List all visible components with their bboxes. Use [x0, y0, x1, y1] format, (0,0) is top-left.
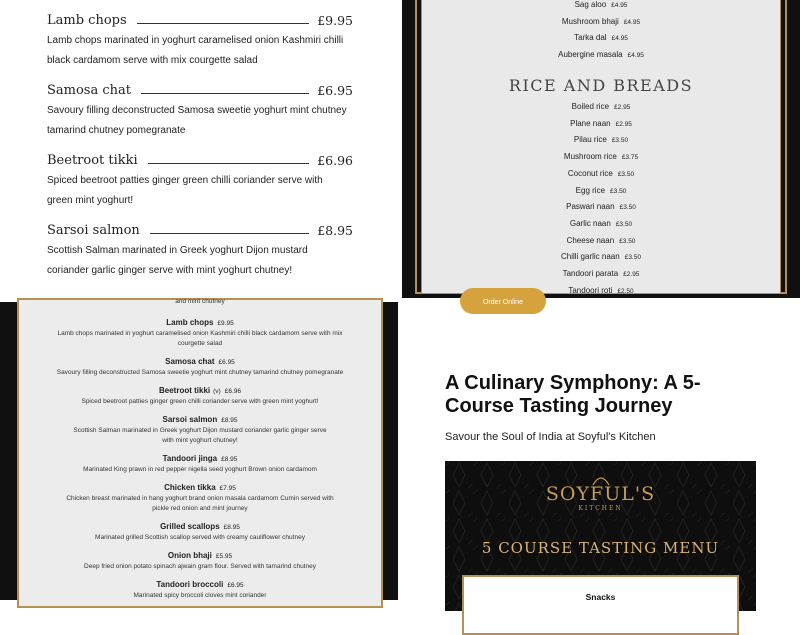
item-name: Mushroom bhaji: [561, 16, 619, 26]
item-price: £3.50: [624, 254, 641, 262]
course-label: Snacks: [585, 592, 616, 602]
vegetarian-tag: (v): [213, 388, 221, 395]
menu-item: [19, 580, 381, 601]
item-name: Chilli garlic naan: [561, 252, 620, 262]
logo: [445, 475, 756, 512]
order-online-button[interactable]: Order Online: [460, 288, 546, 314]
article-title: A Culinary Symphony: A 5-Course Tasting Journey: [445, 372, 701, 417]
menu-item: [19, 522, 381, 543]
sides-list: [422, 0, 780, 64]
menu-item-description: Deep fried onion potato spinach ajwain gram flour. Served with tamarind chutney: [84, 563, 316, 570]
item-price: £4.95: [627, 52, 644, 60]
menu-item: [47, 148, 353, 211]
menu-item-description: Marinated King prawn in red pepper nigella seed yoghurt Brown onion cardamom: [83, 466, 317, 473]
item-price: £2.50: [617, 287, 634, 295]
list-item: [422, 149, 780, 166]
menu-item-price: £8.95: [221, 456, 238, 463]
item-name: Garlic naan: [569, 218, 611, 228]
menu-item-description: Scottish Salman marinated in Greek yoghurt Dijon mustard coriander garlic ginger serve with mint yoghurt chutney!: [47, 245, 308, 276]
menu-item-price: £6.95: [218, 359, 235, 366]
menu-item-description: Marinated spicy broccoli cloves mint coriander: [133, 592, 267, 599]
menu-list: [19, 295, 381, 609]
item-price: £2.95: [623, 271, 640, 279]
item-name: Tarka dal: [574, 33, 607, 43]
leader-line: [148, 163, 310, 164]
menu-item-price: £8.95: [317, 223, 353, 238]
menu-item: [19, 483, 381, 514]
menu-item-name: Beetroot tikki: [159, 386, 211, 395]
item-price: £4.95: [611, 2, 628, 9]
item-price: £3.50: [619, 204, 636, 212]
menu-item-name: Samosa chat: [47, 83, 131, 98]
menu-item-name: Samosa chat: [165, 357, 215, 366]
tasting-menu-poster: [445, 461, 756, 611]
menu-item-price: £7.95: [219, 485, 236, 492]
menu-item: [19, 551, 381, 572]
item-name: Plane naan: [570, 118, 611, 128]
menu-item-price: £9.95: [317, 13, 353, 28]
menu-item-price: £6.96: [224, 388, 241, 395]
item-name: Paswari naan: [566, 202, 615, 212]
item-name: Mushroom rice: [563, 152, 617, 162]
list-item: [422, 216, 780, 233]
item-price: £3.50: [615, 220, 633, 228]
item-name: Tandoori roti: [568, 285, 613, 295]
starters-menu-page: [0, 0, 400, 300]
item-name: Tandoori parata: [562, 269, 619, 279]
menu-item-name: Tandoori jinga: [162, 454, 218, 463]
menu-item: [19, 357, 381, 378]
list-item: [422, 266, 780, 283]
menu-item-price: £6.96: [317, 153, 353, 168]
tasting-menu-title: 5 COURSE TASTING MENU: [481, 539, 720, 557]
item-price: £3.50: [619, 237, 636, 245]
menu-item-name: Grilled scallops: [160, 522, 220, 531]
leader-line: [150, 233, 309, 234]
menu-item: [47, 78, 353, 141]
menu-item-price: £6.95: [227, 582, 244, 589]
menu-panel: [421, 0, 781, 294]
logo-subtitle: KITCHEN: [578, 505, 623, 512]
item-name: Coconut rice: [567, 168, 613, 178]
full-menu-image: [0, 298, 398, 600]
item-price: £3.50: [611, 137, 629, 145]
course-card: [462, 575, 739, 635]
menu-item: [19, 318, 381, 349]
list-item: [422, 249, 780, 266]
menu-item-description: Lamb chops marinated in yoghurt caramelised onion Kashmiri chilli black cardamom serve with mix courgette salad: [47, 35, 344, 66]
menu-item: [19, 415, 381, 446]
leader-line: [137, 23, 310, 24]
item-name: Egg rice: [575, 185, 606, 195]
item-price: £3.75: [621, 154, 639, 162]
list-item: [422, 132, 780, 149]
item-price: £3.50: [610, 187, 627, 195]
menu-item-price: £6.95: [317, 83, 353, 98]
menu-panel: [17, 298, 383, 608]
menu-item-price: £9.95: [217, 320, 234, 327]
list-item: [422, 0, 780, 14]
item-price: £4.95: [623, 18, 641, 26]
menu-item-name: Tandoori broccoli: [156, 580, 224, 589]
leader-line: [141, 93, 309, 94]
item-price: £2.95: [615, 120, 632, 128]
list-item: [422, 116, 780, 133]
menu-item-name: Chicken tikka: [164, 483, 216, 492]
menu-item-description: Scottish Salman marinated in Greek yoghurt Dijon mustard coriander garlic ginger serve with mint yoghurt chutney!: [73, 427, 327, 444]
list-item: [422, 183, 780, 200]
menu-item-name: Sarsoi salmon: [162, 415, 218, 424]
section-title: RICE AND BREADS: [508, 76, 694, 95]
article-section: [400, 300, 800, 600]
list-item: [422, 14, 780, 31]
item-price: £3.50: [617, 170, 635, 178]
logo-wordmark: SOYFUL'S: [545, 483, 656, 505]
menu-item-price: £8.95: [223, 524, 240, 531]
menu-item-description: Chicken breast marinated in hang yoghurt brand onion masala cardamom Cumin served with pickle red onion and mint journey: [66, 495, 334, 512]
menu-item-name: Lamb chops: [47, 13, 127, 28]
item-price: £4.95: [611, 35, 628, 43]
menu-item-description: and mint chutney: [175, 298, 225, 305]
item-name: Pilau rice: [573, 135, 607, 145]
menu-item-name: Onion bhaji: [167, 551, 212, 560]
list-item: [422, 30, 780, 47]
menu-item-description: Lamb chops marinated in yoghurt caramelised onion Kashmiri chilli black cardamom serve with mix courgette salad: [57, 330, 343, 347]
menu-item-name: Beetroot tikki: [47, 153, 138, 168]
item-name: Cheese naan: [566, 235, 615, 245]
item-name: Sag aloo: [574, 0, 607, 9]
list-item: [422, 47, 780, 64]
article-subtitle: Savour the Soul of India at Soyful's Kitchen: [445, 431, 656, 443]
rice-breads-menu-image: [402, 0, 800, 298]
menu-item-description: Marinated grilled Scottish scallop served with creamy cauliflower chutney: [95, 534, 305, 541]
list-item: [422, 233, 780, 250]
menu-item-description: Spiced beetroot patties ginger green chilli coriander serve with green mint yoghurt!: [47, 175, 323, 206]
menu-item-name: Lamb chops: [166, 318, 214, 327]
menu-item: [19, 386, 381, 407]
menu-item-price: £8.95: [221, 417, 238, 424]
menu-item-description: Savoury filling deconstructed Samosa sweetie yoghurt mint chutney tamarind chutney pomegranate: [47, 105, 347, 136]
menu-item-description: Spiced beetroot patties ginger green chilli coriander serve with green mint yoghurt!: [81, 398, 319, 405]
menu-item: [47, 8, 353, 71]
item-name: Boiled rice: [571, 102, 610, 111]
list-item: [422, 166, 780, 183]
menu-item-name: Sarsoi salmon: [47, 223, 140, 238]
menu-item-description: Savoury filling deconstructed Samosa sweetie yoghurt mint chutney tamarind chutney pomegranate: [56, 369, 344, 376]
menu-item-price: £5.95: [215, 553, 233, 560]
item-name: Aubergine masala: [558, 50, 623, 60]
rice-breads-list: [422, 99, 780, 299]
list-item: [422, 199, 780, 216]
item-price: £2.95: [614, 104, 631, 111]
menu-item: [47, 218, 353, 281]
menu-item: [19, 454, 381, 475]
list-item: [422, 99, 780, 116]
